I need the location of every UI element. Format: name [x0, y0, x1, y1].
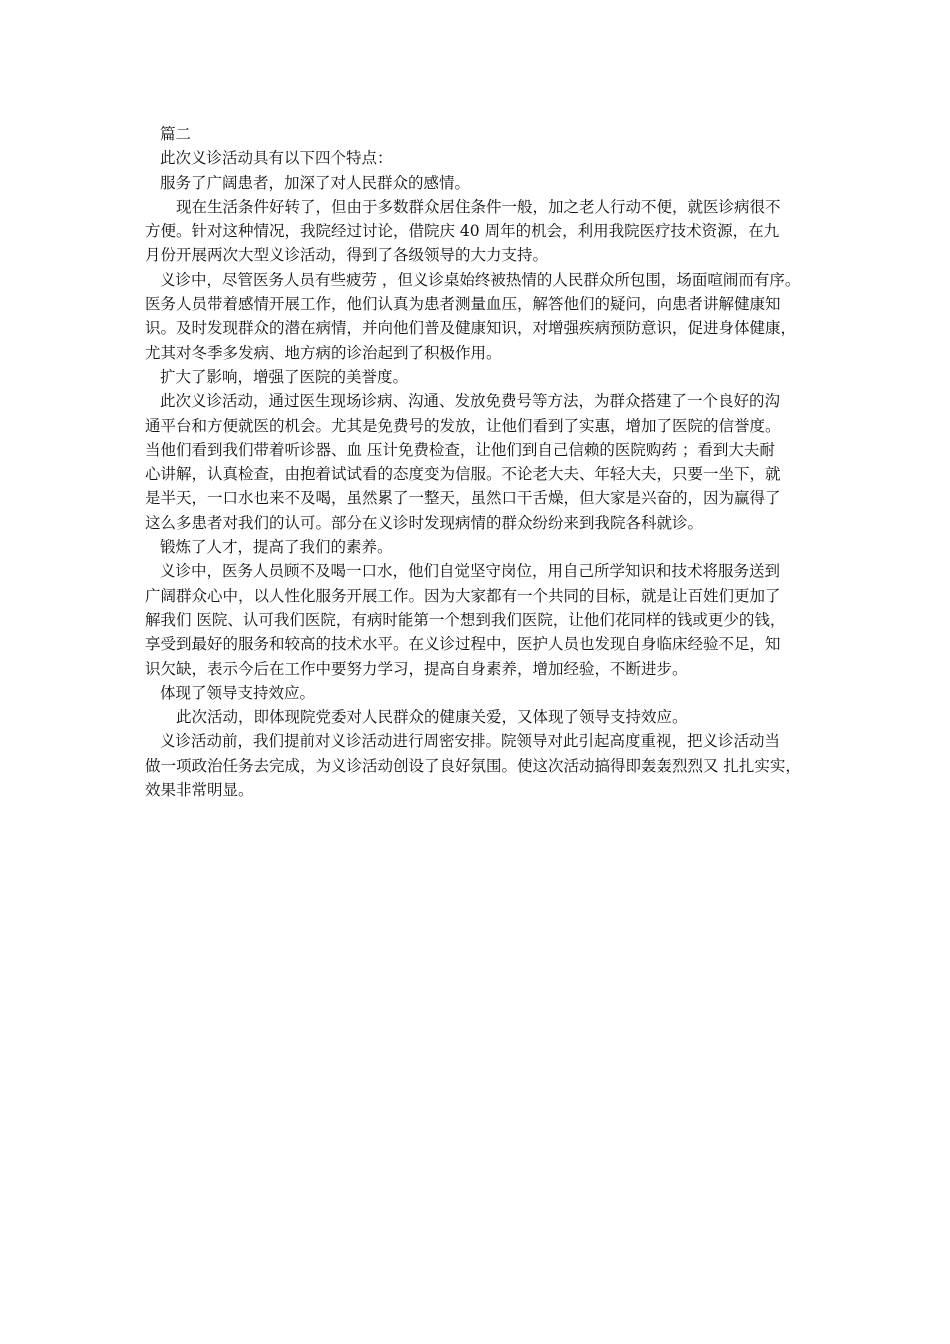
paragraph-line: 心讲解，认真检查，由抱着试试看的态度变为信服。不论老大夫、年轻大夫，只要一坐下，就 [145, 465, 781, 484]
paragraph-line: 通平台和方便就医的机会。尤其是免费号的发放，让他们看到了实惠，增加了医院的信誉度。 [145, 416, 781, 435]
paragraph-line: 义诊中，尽管医务人员有些疲劳 ，但义诊桌始终被热情的人民群众所包围，场面喧闹而有序。 [160, 270, 801, 289]
paragraph-line: 识。及时发现群众的潜在病情，并向他们普及健康知识，对增强疾病预防意识，促进身体健康， [145, 319, 797, 338]
paragraph-line: 这么多患者对我们的认可。部分在义诊时发现病情的群众纷纷来到我院各科就诊。 [145, 513, 704, 532]
document-body [145, 122, 825, 802]
paragraph-line: 广阔群众心中，以人性化服务开展工作。因为大家都有一个共同的目标，就是让百姓们更加了 [145, 586, 781, 605]
paragraph-line: 此次活动，即体现院党委对人民群众的健康关爱，又体现了领导支持效应。 [176, 708, 688, 727]
intro-line: 此次义诊活动具有以下四个特点： [160, 149, 393, 168]
paragraph-line: 当他们看到我们带着听诊器、血 压计免费检查，让他们到自己信赖的医院购药 ；看到大夫耐 [145, 440, 775, 459]
paragraph-line: 此次义诊活动，通过医生现场诊病、沟通、发放免费号等方法，为群众搭建了一个良好的沟 [160, 392, 781, 411]
paragraph-line: 方便。针对这种情况，我院经过讨论，借院庆 40 周年的机会，利用我院医疗技术资源，在九 [145, 222, 780, 241]
paragraph-line: 尤其对冬季多发病、地方病的诊治起到了积极作用。 [145, 343, 502, 362]
paragraph-line: 效果非常明显。 [145, 781, 254, 800]
point-heading-2: 扩大了影响，增强了医院的美誉度。 [160, 367, 409, 386]
point-heading-1: 服务了广阔患者，加深了对人民群众的感情。 [160, 173, 471, 192]
paragraph-line: 解我们 医院、认可我们医院，有病时能第一个想到我们医院，让他们花同样的钱或更少的钱， [145, 610, 786, 629]
point-heading-3: 锻炼了人才，提高了我们的素养。 [160, 538, 393, 557]
paragraph-line: 义诊活动前，我们提前对义诊活动进行周密安排。院领导对此引起高度重视，把义诊活动当 [160, 732, 781, 751]
section-heading: 篇二 [160, 125, 192, 143]
paragraph-line: 识欠缺，表示今后在工作中要努力学习，提高自身素养，增加经验，不断进步。 [145, 659, 688, 678]
paragraph-line: 义诊中，医务人员顾不及喝一口水，他们自觉坚守岗位，用自己所学知识和技术将服务送到 [160, 562, 781, 581]
paragraph-line: 医务人员带着感情开展工作，他们认真为患者测量血压，解答他们的疑问，向患者讲解健康知 [145, 295, 781, 314]
paragraph-line: 是半天，一口水也来不及喝，虽然累了一整天，虽然口干舌燥，但大家是兴奋的，因为赢得了 [145, 489, 781, 508]
paragraph-line: 享受到最好的服务和较高的技术水平。在义诊过程中，医护人员也发现自身临床经验不足，知 [145, 635, 781, 654]
paragraph-line: 做一项政治任务去完成，为义诊活动创设了良好氛围。使这次活动搞得即轰轰烈烈又 扎扎实实， [145, 756, 801, 775]
paragraph-line: 现在生活条件好转了，但由于多数群众居住条件一般，加之老人行动不便，就医诊病很不 [176, 197, 781, 216]
point-heading-4: 体现了领导支持效应。 [160, 683, 316, 702]
paragraph-line: 月份开展两次大型义诊活动，得到了各级领导的大力支持。 [145, 246, 549, 265]
